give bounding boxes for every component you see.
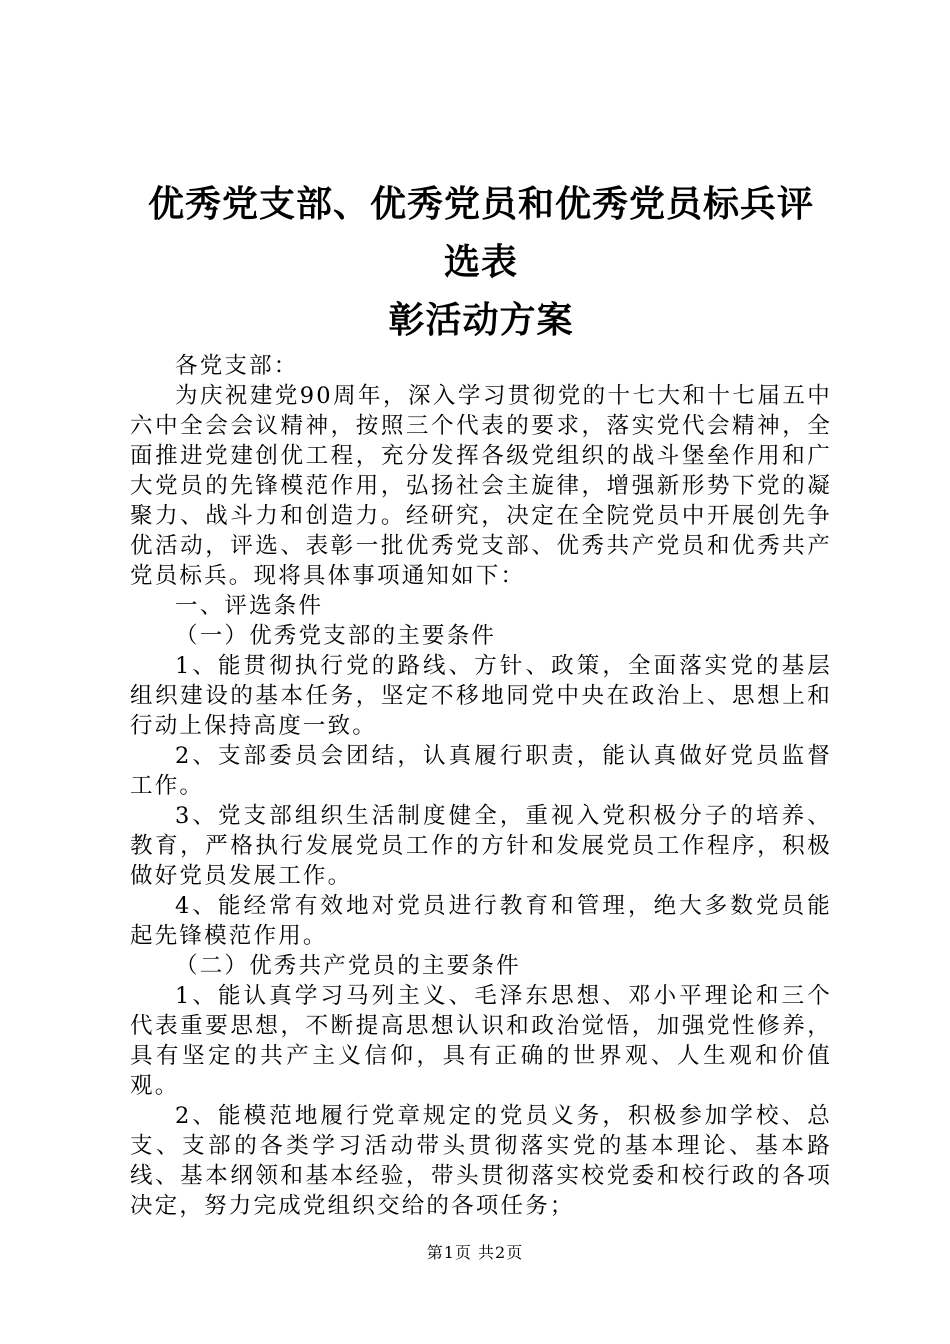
salutation: 各党支部：: [175, 353, 299, 379]
title-line-1: 优秀党支部、优秀党员和优秀党员标兵评选表: [147, 183, 814, 283]
document-title: [130, 175, 832, 349]
document-body: [130, 351, 832, 1221]
page-footer: [0, 1243, 950, 1263]
document-page: [130, 175, 832, 1221]
section-heading: 一、评选条件: [175, 593, 324, 619]
list-item: 3、党支部组织生活制度健全，重视入党积极分子的培养、教育，严格执行发展党员工作的方针和发展党员工作程序，积极做好党员发展工作。: [130, 803, 832, 889]
list-item: 2、能模范地履行党章规定的党员义务，积极参加学校、总支、支部的各类学习活动带头贯彻落实党的基本理论、基本路线、基本纲领和基本经验，带头贯彻落实校党委和校行政的各项决定，努力完成党组织交给的各项任务；: [130, 1103, 832, 1219]
subsection-heading: （二）优秀共产党员的主要条件: [175, 953, 521, 979]
list-item: 1、能认真学习马列主义、毛泽东思想、邓小平理论和三个代表重要思想，不断提高思想认识和政治觉悟，加强党性修养，具有坚定的共产主义信仰，具有正确的世界观、人生观和价值观。: [130, 983, 832, 1099]
list-item: 4、能经常有效地对党员进行教育和管理，绝大多数党员能起先锋模范作用。: [130, 893, 832, 949]
list-item: 2、支部委员会团结，认真履行职责，能认真做好党员监督工作。: [130, 743, 832, 799]
list-item: 1、能贯彻执行党的路线、方针、政策，全面落实党的基层组织建设的基本任务，坚定不移地同党中央在政治上、思想上和行动上保持高度一致。: [130, 653, 832, 739]
title-line-2: 彰活动方案: [388, 299, 574, 341]
intro-paragraph: 为庆祝建党90周年，深入学习贯彻党的十七大和十七届五中六中全会会议精神，按照三个代表的要求，落实党代会精神，全面推进党建创优工程，充分发挥各级党组织的战斗堡垒作用和广大党员的先锋模范作用，弘扬社会主旋律，增强新形势下党的凝聚力、战斗力和创造力。经研究，决定在全院党员中开展创先争优活动，评选、表彰一批优秀党支部、优秀共产党员和优秀共产党员标兵。现将具体事项通知如下：: [130, 383, 832, 589]
subsection-heading: （一）优秀党支部的主要条件: [175, 623, 497, 649]
page-number: 第1页 共2页: [426, 1243, 524, 1262]
